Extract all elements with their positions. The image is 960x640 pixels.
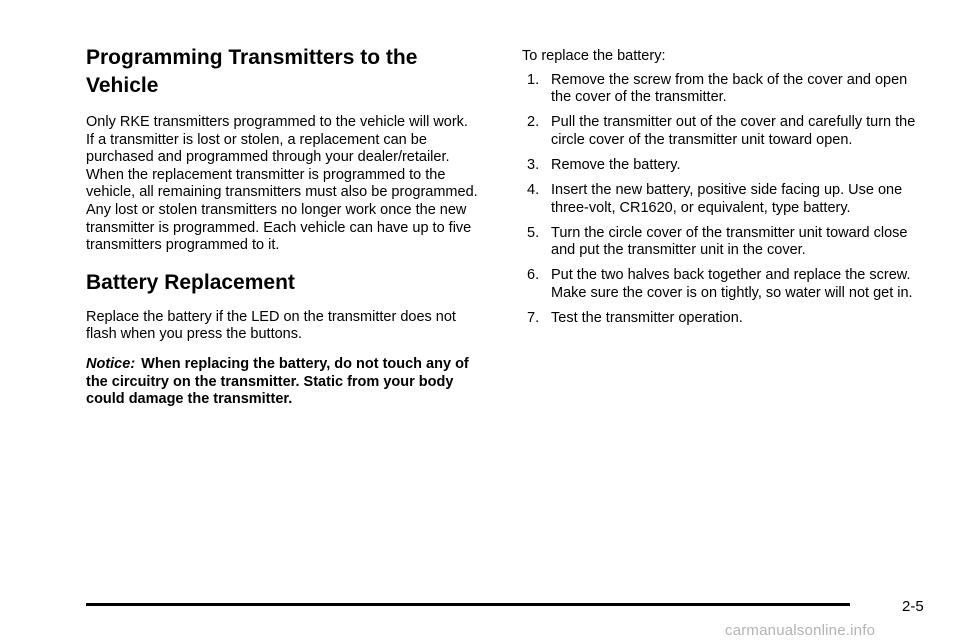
step-number: 7. (527, 310, 540, 327)
programming-paragraph: Only RKE transmitters programmed to the vehicle will work. If a transmitter is lost or stolen, a replacement can be purchased and programmed through your dealer/retailer. When the replacement transmitter is programmed to the vehicle, all remaining transmitters must also be programmed. Any lost or stolen transmitters no longer work once the new transmitter is programmed. Each vehicle can have up to five transmitters programmed to it. (86, 114, 478, 254)
notice-text: When replacing the battery, do not touch any of the circuitry on the transmitter. Static from your body could damage the transmitter. (86, 355, 469, 408)
step-text: Turn the circle cover of the transmitter unit toward close and put the transmitter unit in the cover. (551, 224, 908, 259)
step-text: Pull the transmitter out of the cover and carefully turn the circle cover of the transmitter unit toward open. (551, 114, 916, 148)
section-heading-battery: Battery Replacement (86, 270, 295, 294)
steps-list (522, 72, 922, 328)
left-column (86, 44, 478, 421)
step-number: 1. (527, 71, 540, 88)
footer-rule (86, 603, 850, 606)
list-item (522, 114, 922, 149)
section-heading-programming: Programming Transmitters to the Vehicle (86, 46, 418, 97)
step-text: Test the transmitter operation. (551, 310, 743, 327)
battery-paragraph: Replace the battery if the LED on the transmitter does not flash when you press the buttons. (86, 308, 456, 343)
step-number: 3. (527, 156, 540, 173)
list-item (522, 157, 922, 175)
list-item (522, 182, 922, 217)
watermark: carmanualsonline.info (725, 622, 876, 639)
list-item (522, 267, 922, 302)
list-item (522, 225, 922, 260)
list-item (522, 310, 922, 328)
step-text: Remove the screw from the back of the cover and open the cover of the transmitter. (551, 71, 908, 106)
right-column (522, 48, 922, 335)
step-text: Put the two halves back together and replace the screw. Make sure the cover is on tightly, so water will not get in. (551, 267, 913, 302)
step-text: Insert the new battery, positive side facing up. Use one three-volt, CR1620, or equivalent, type battery. (551, 182, 903, 216)
step-text: Remove the battery. (551, 156, 681, 173)
notice-label: Notice: (86, 355, 136, 372)
step-number: 4. (527, 182, 540, 199)
step-number: 6. (527, 267, 540, 284)
notice-paragraph (86, 356, 478, 409)
steps-intro: To replace the battery: (522, 48, 666, 64)
list-item (522, 72, 922, 107)
page-number: 2-5 (902, 598, 924, 615)
step-number: 5. (527, 224, 540, 241)
step-number: 2. (527, 114, 540, 131)
